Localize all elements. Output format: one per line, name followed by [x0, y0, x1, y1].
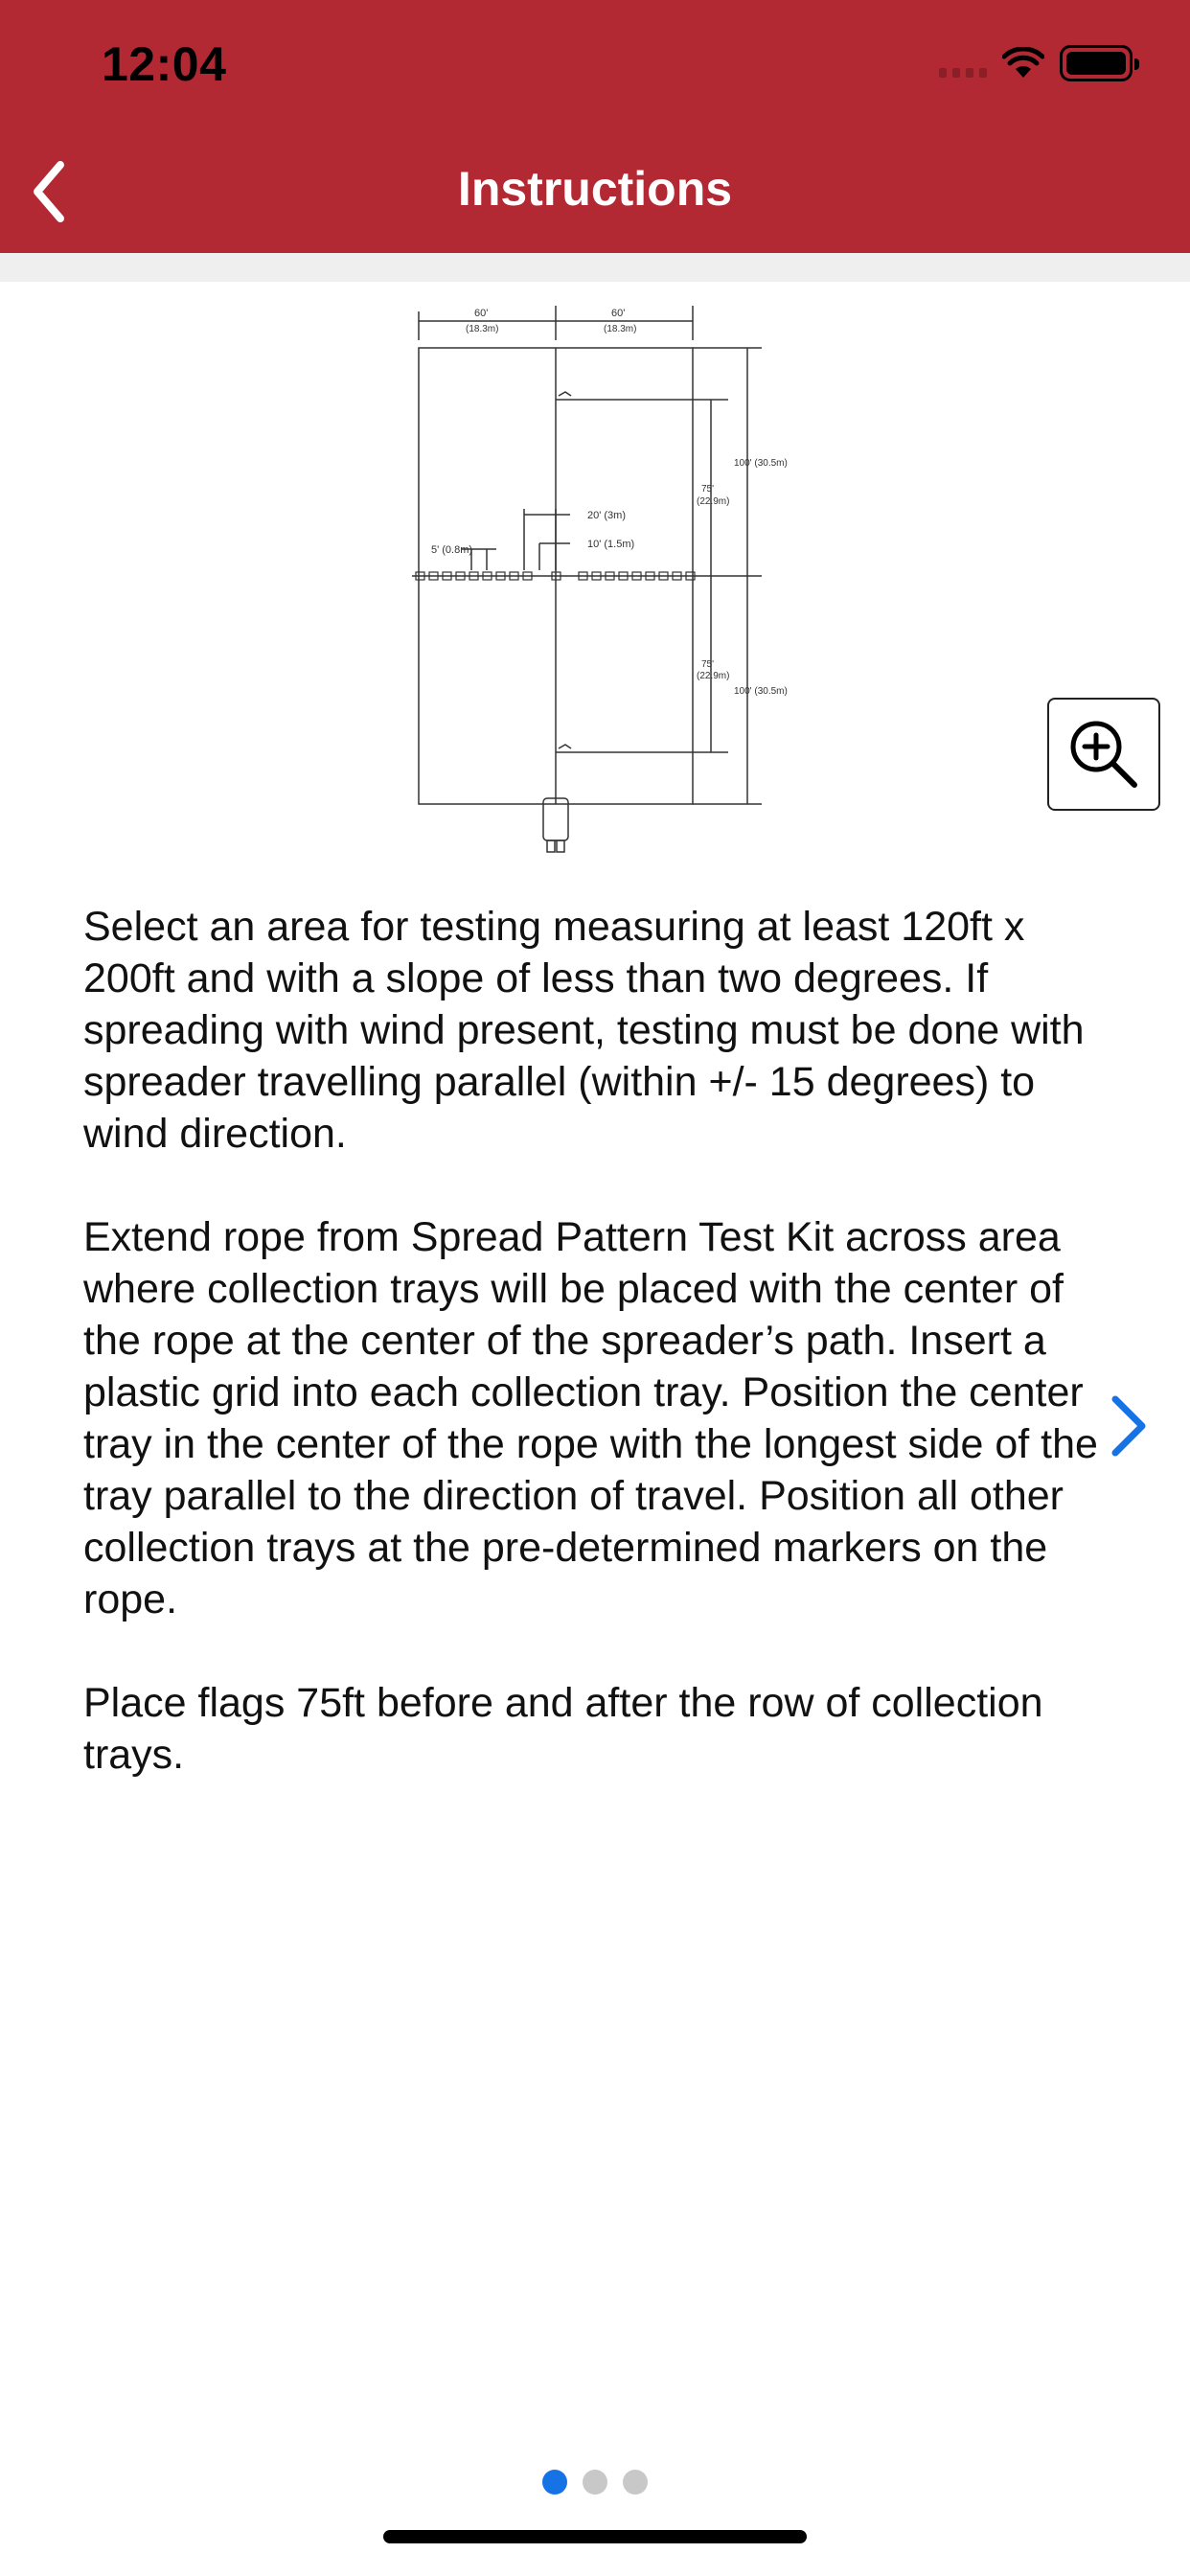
svg-text:(18.3m): (18.3m) — [604, 324, 637, 334]
instruction-paragraph-3: Place flags 75ft before and after the row of collection trays. — [83, 1680, 1043, 1778]
svg-text:60': 60' — [611, 308, 626, 319]
field-layout-diagram — [402, 292, 824, 867]
page-dot-3[interactable] — [623, 2470, 648, 2495]
svg-text:100' (30.5m): 100' (30.5m) — [734, 686, 788, 697]
battery-icon — [1060, 45, 1133, 81]
page-indicator[interactable] — [0, 2470, 1190, 2495]
header-bar — [0, 0, 1190, 253]
status-icons — [939, 44, 1133, 82]
header-divider — [0, 253, 1190, 282]
svg-text:100' (30.5m): 100' (30.5m) — [734, 458, 788, 469]
instruction-paragraph-2: Extend rope from Spread Pattern Test Kit across area where collection trays will be placed with the center of the rope at the center of the spreader’s path. Insert a plastic grid into each collection tray. Position the center tray in the center of the rope with the longest side of the tray parallel to the direction of travel. Position all other collection trays at the pre-determined markers on the rope. — [83, 1214, 1098, 1622]
svg-text:60': 60' — [474, 308, 489, 319]
svg-text:75': 75' — [701, 484, 715, 494]
zoom-in-icon — [1065, 716, 1142, 793]
svg-text:(22.9m): (22.9m) — [697, 671, 730, 681]
page-dot-2[interactable] — [583, 2470, 607, 2495]
instructions-text — [83, 901, 1118, 1832]
wifi-icon — [1002, 47, 1044, 80]
zoom-button[interactable] — [1047, 698, 1160, 811]
next-page-button[interactable] — [1100, 1388, 1157, 1464]
page-dot-1[interactable] — [542, 2470, 567, 2495]
svg-text:5' (0.8m): 5' (0.8m) — [431, 544, 473, 556]
svg-text:20' (3m): 20' (3m) — [587, 510, 626, 521]
page-title: Instructions — [457, 162, 733, 216]
svg-text:(22.9m): (22.9m) — [697, 496, 730, 507]
home-indicator[interactable] — [383, 2530, 807, 2543]
svg-text:75': 75' — [701, 659, 715, 670]
cellular-signal-icon — [939, 49, 987, 78]
instruction-paragraph-1: Select an area for testing measuring at least 120ft x 200ft and with a slope of less than two degrees. If spreading with wind present, testing must be done with spreader travelling parallel (within +/- 15 degrees) to wind direction. — [83, 904, 1085, 1157]
status-time: 12:04 — [102, 37, 227, 91]
svg-text:(18.3m): (18.3m) — [466, 324, 499, 334]
chevron-right-icon — [1108, 1394, 1150, 1458]
svg-text:10' (1.5m): 10' (1.5m) — [587, 539, 635, 550]
